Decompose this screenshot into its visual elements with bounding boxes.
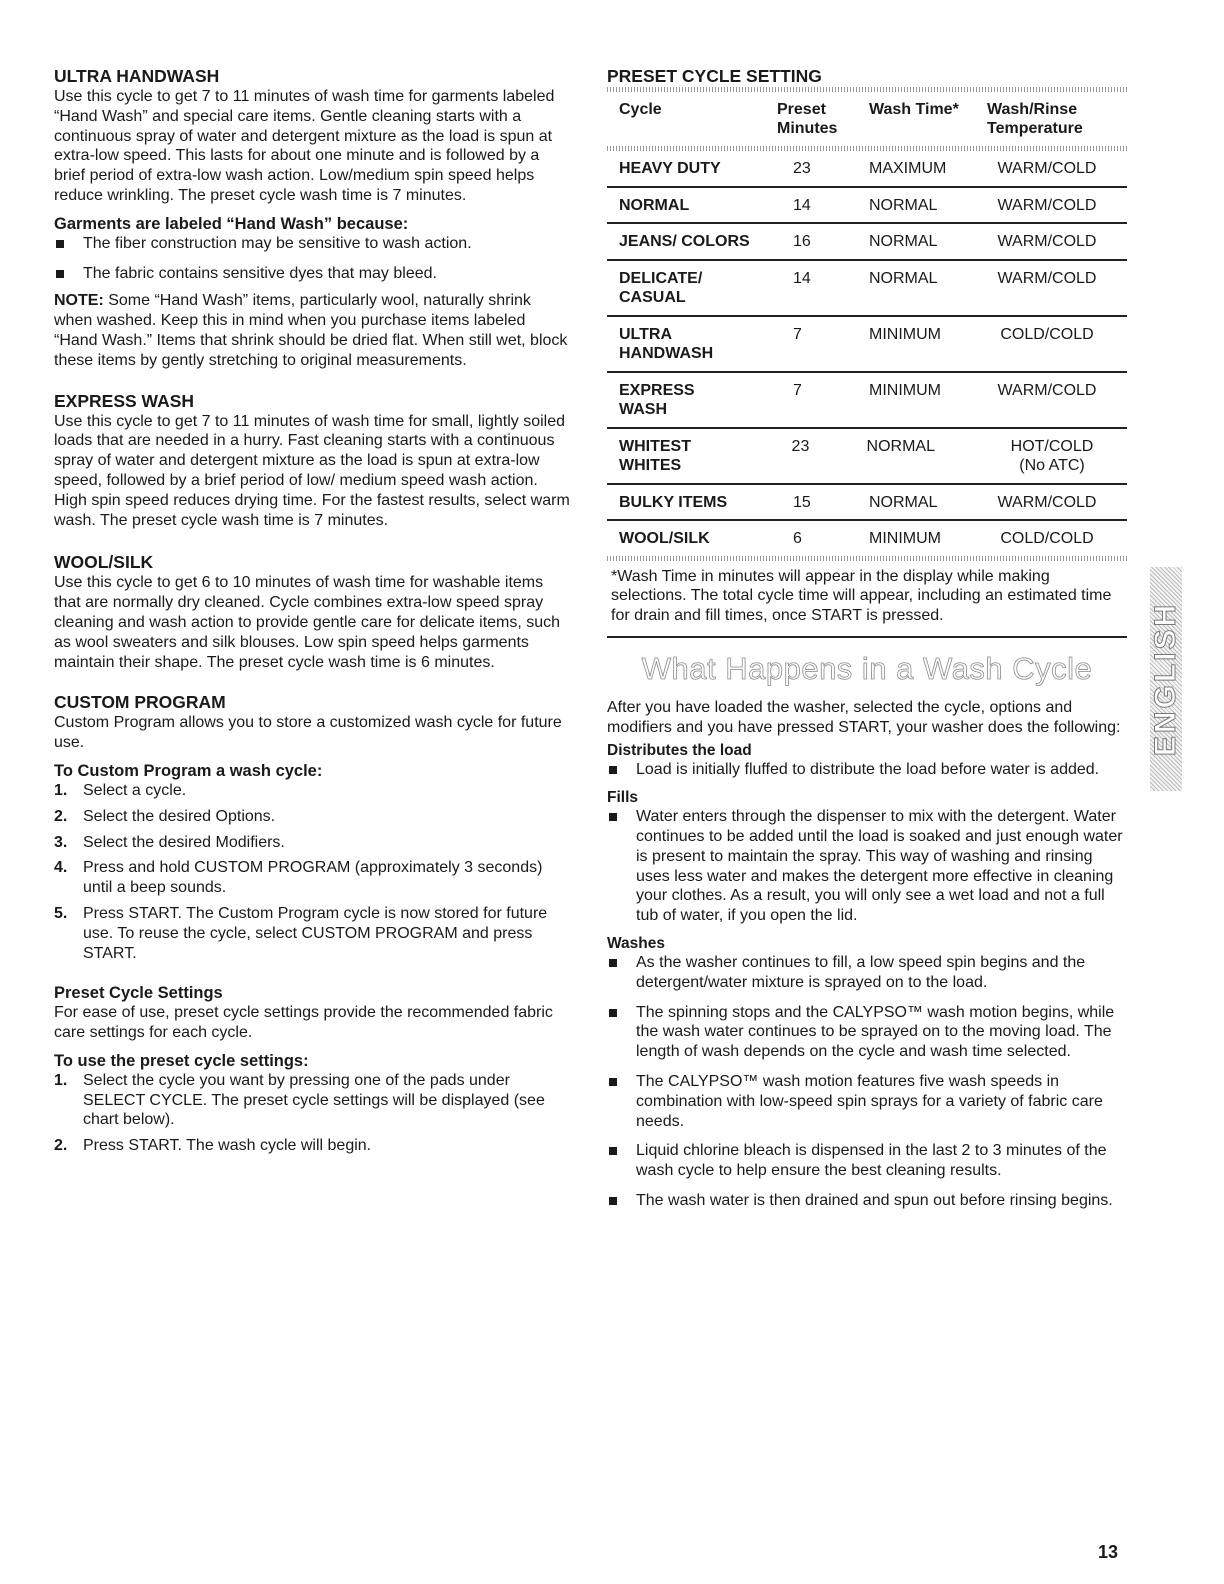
preset-cycle-table-title: PRESET CYCLE SETTING	[607, 66, 822, 86]
list-item: The fabric contains sensitive dyes that may bleed.	[54, 264, 570, 284]
wash-cycle-intro: After you have loaded the washer, selected the cycle, options and modifiers and you have pressed START, your washer does the following:	[607, 698, 1121, 736]
preset-cycle-settings-heading: Preset Cycle Settings	[54, 984, 223, 1003]
table-row: WHITEST WHITES 23 NORMAL HOT/COLD (No ATC)	[607, 429, 1127, 485]
left-column	[54, 66, 570, 1156]
ultra-handwash-heading: ULTRA HANDWASH	[54, 66, 220, 86]
distributes-load-heading: Distributes the load	[607, 742, 752, 760]
wool-silk-heading: WOOL/SILK	[54, 552, 154, 573]
bullet-square-icon	[609, 1197, 617, 1205]
page-number: 13	[1098, 1542, 1119, 1562]
table-row: EXPRESS WASH 7 MINIMUM WARM/COLD	[607, 373, 1127, 429]
washes-heading: Washes	[607, 935, 666, 953]
table-row: JEANS/ COLORS 16 NORMAL WARM/COLD	[607, 224, 1127, 261]
table-footnote: *Wash Time in minutes will appear in the display while making selections. The total cycle time will appear, including an estimated time for drain and fill times, once START is pressed.	[611, 567, 1112, 625]
custom-program-body: Custom Program allows you to store a customized wash cycle for future use.	[54, 714, 562, 752]
preset-steps	[54, 1071, 570, 1156]
bullet-square-icon	[609, 766, 617, 774]
divider	[607, 556, 1127, 561]
table-row: ULTRA HANDWASH 7 MINIMUM COLD/COLD	[607, 317, 1127, 373]
ultra-handwash-note: NOTE: Some “Hand Wash” items, particularly wool, naturally shrink when washed. Keep this in mind when you purchase items labeled “Hand Wash.” Items that shrink should be dried flat. When still wet, block these items by gently stretching to original measurements.	[54, 292, 568, 369]
bullet-square-icon	[609, 959, 617, 967]
table-row: BULKY ITEMS 15 NORMAL WARM/COLD	[607, 485, 1127, 522]
express-wash-heading: EXPRESS WASH	[54, 390, 195, 411]
list-item: 1. Select the cycle you want by pressing one of the pads under SELECT CYCLE. The preset cycle settings will be displayed (see chart below).	[54, 1071, 545, 1129]
list-item: 4. Press and hold CUSTOM PROGRAM (approximately 3 seconds) until a beep sounds.	[54, 859, 543, 897]
list-item: Liquid chlorine bleach is dispensed in the last 2 to 3 minutes of the wash cycle to help ensure the best cleaning results.	[607, 1141, 1127, 1181]
bullet-square-icon	[609, 813, 617, 821]
list-item: The wash water is then drained and spun out before rinsing begins.	[607, 1191, 1127, 1211]
bullet-square-icon	[56, 240, 64, 248]
table-row: DELICATE/ CASUAL 14 NORMAL WARM/COLD	[607, 261, 1127, 317]
custom-program-steps	[54, 781, 570, 963]
express-wash-body: Use this cycle to get 7 to 11 minutes of wash time for small, lightly soiled loads that are needed in a hurry. Fast cleaning starts with a continuous spray of water and detergent mixture as the load is spun at extra-low speed, followed by a brief period of low/ medium speed wash action. High spin speed reduces drying time. For the fastest results, select warm wash. The preset cycle wash time is 7 minutes.	[54, 412, 570, 529]
distributes-load-list	[607, 760, 1127, 780]
divider	[607, 636, 1127, 638]
list-item: Load is initially fluffed to distribute the load before water is added.	[607, 760, 1127, 780]
bullet-square-icon	[609, 1078, 617, 1086]
wash-cycle-title: What Happens in a Wash Cycle	[641, 650, 1093, 686]
preset-cycle-table	[607, 92, 1127, 561]
ultra-handwash-body: Use this cycle to get 7 to 11 minutes of wash time for garments labeled “Hand Wash” and special care items. Gentle cleaning starts with a continuous spray of water and detergent mixture as the load is spun at extra-low speed. This lasts for about one minute and is followed by a brief period of extra-low wash action. Low/medium spin speed helps reduce wrinkling. The preset cycle wash time is 7 minutes.	[54, 88, 555, 204]
bullet-square-icon	[609, 1147, 617, 1155]
list-item: The fiber construction may be sensitive to wash action.	[54, 234, 570, 254]
bullet-square-icon	[56, 270, 64, 278]
wool-silk-body: Use this cycle to get 6 to 10 minutes of wash time for washable items that are normally dry cleaned. Cycle combines extra-low speed spray cleaning and wash action to provide gentle care for delicate items, such as wool sweaters and silk blouses. Low spin speed helps garments maintain their shape. The preset cycle wash time is 6 minutes.	[54, 574, 561, 671]
preset-steps-heading: To use the preset cycle settings:	[54, 1051, 309, 1070]
table-header: Cycle Preset Minutes Wash Time* Wash/Rinse Temperature	[619, 101, 1083, 137]
list-item: 2. Press START. The wash cycle will begin.	[54, 1137, 372, 1155]
list-item: 5. Press START. The Custom Program cycle is now stored for future use. To reuse the cycle, select CUSTOM PROGRAM and press START.	[54, 904, 548, 962]
list-item: The CALYPSO™ wash motion features five wash speeds in combination with low-speed spin sprays for a variety of fabric care needs.	[607, 1072, 1127, 1131]
washes-list	[607, 953, 1127, 1211]
list-item: 1. Select a cycle.	[54, 781, 187, 799]
preset-cycle-settings-body: For ease of use, preset cycle settings provide the recommended fabric care settings for each cycle.	[54, 1004, 553, 1042]
list-item: The spinning stops and the CALYPSO™ wash motion begins, while the wash water continues to be sprayed on to the moving load. The length of wash depends on the cycle and wash time selected.	[607, 1003, 1127, 1062]
hand-wash-reasons-heading: Garments are labeled “Hand Wash” because:	[54, 214, 409, 233]
list-item: 2. Select the desired Options.	[54, 807, 276, 825]
right-column	[607, 66, 1127, 1211]
table-row: HEAVY DUTY 23 MAXIMUM WARM/COLD	[607, 151, 1127, 188]
table-row: WOOL/SILK 6 MINIMUM COLD/COLD	[619, 530, 1094, 547]
bullet-square-icon	[609, 1009, 617, 1017]
custom-program-heading: CUSTOM PROGRAM	[54, 692, 226, 713]
custom-program-steps-heading: To Custom Program a wash cycle:	[54, 761, 323, 780]
list-item: Water enters through the dispenser to mix with the detergent. Water continues to be added until the load is soaked and just enough water is present to maintain the spray. This way of washing and rinsing uses less water and makes the detergent more effective in cleaning your clothes. As a result, you will only see a wet load and not a full tub of water, if you open the lid.	[607, 807, 1127, 926]
fills-heading: Fills	[607, 789, 639, 807]
fills-list	[607, 807, 1127, 926]
list-item: As the washer continues to fill, a low speed spin begins and the detergent/water mixture is sprayed on to the load.	[607, 953, 1127, 993]
list-item: 3. Select the desired Modifiers.	[54, 833, 285, 851]
table-row: NORMAL 14 NORMAL WARM/COLD	[607, 188, 1127, 225]
hand-wash-reasons-list	[54, 234, 570, 284]
language-side-tab: ENGLISH	[1150, 567, 1182, 791]
